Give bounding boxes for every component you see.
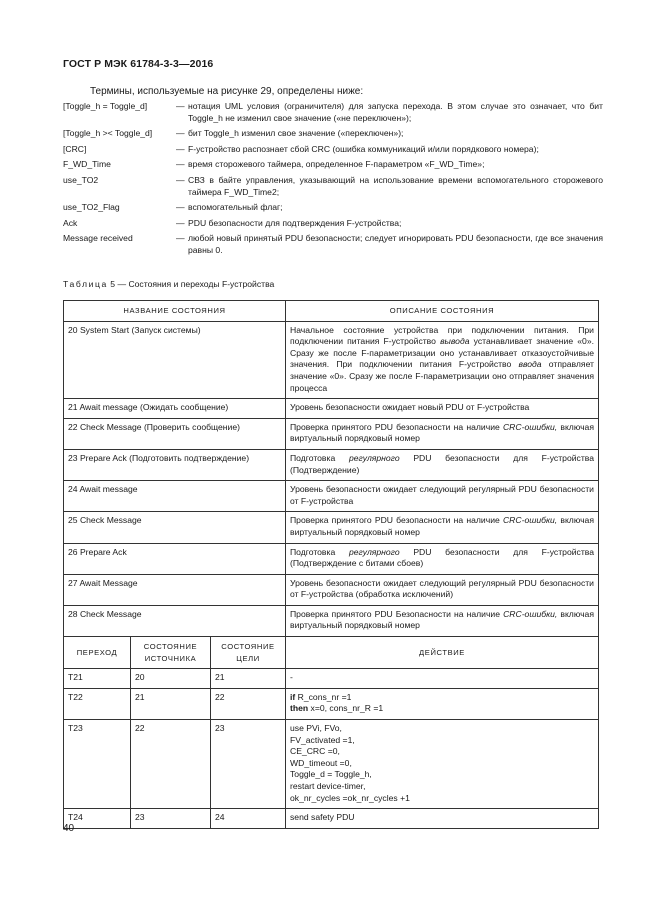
transition-row — [64, 669, 599, 689]
state-name: 26 Prepare Ack — [64, 543, 286, 574]
definition-dash: — — [176, 217, 185, 228]
desc-text: включая виртуальный порядковый номер — [290, 608, 594, 631]
definition-term: use_TO2_Flag — [63, 202, 120, 213]
desc-text: включая виртуальный порядковый номер — [290, 421, 594, 444]
state-row — [64, 605, 599, 636]
states-table — [63, 300, 599, 829]
desc-emphasis: CRC-ошибки, — [503, 608, 558, 619]
desc-text: Подготовка — [290, 452, 349, 463]
desc-text: Проверка принятого PDU безопасности на наличие — [290, 515, 503, 526]
transition-header-row — [64, 637, 599, 669]
transition-target: 23 — [211, 720, 286, 809]
transition-source: 23 — [131, 809, 211, 829]
desc-emphasis: вывода — [440, 336, 470, 347]
transition-action — [286, 688, 599, 719]
transition-action — [286, 720, 599, 809]
transition-source: 22 — [131, 720, 211, 809]
table-header-row — [64, 301, 599, 322]
definition-term: [CRC] — [63, 143, 87, 154]
transition-row — [64, 720, 599, 809]
definition-item — [63, 128, 603, 140]
definition-term: use_TO2 — [63, 174, 99, 185]
action-line: ok_nr_cycles =ok_nr_cycles +1 — [290, 792, 410, 803]
desc-text: Проверка принятого PDU Безопасности на наличие — [290, 608, 504, 619]
desc-text: PDU безопасности для F-устройства (Подтверждение) — [290, 452, 594, 475]
definition-text: время сторожевого таймера, определенное F-параметром «F_WD_Time»; — [188, 159, 485, 170]
action-line: WD_timeout =0, — [290, 757, 352, 768]
definition-term: [Toggle_h >< Toggle_d] — [63, 128, 153, 139]
state-description — [286, 418, 599, 449]
transition-source: 21 — [131, 688, 211, 719]
table-caption — [63, 279, 274, 289]
definitions-list — [63, 101, 603, 261]
table-caption-prefix: Таблица — [63, 279, 108, 289]
desc-text: Уровень безопасности ожидает следующий регулярный PDU безопасности от F-устройства — [290, 484, 594, 506]
intro-text: Термины, используемые на рисунке 29, определены ниже: — [90, 86, 364, 97]
definition-item — [63, 175, 603, 198]
definition-term: Message received — [63, 233, 133, 244]
action-line: - — [290, 672, 293, 683]
definition-term: F_WD_Time — [63, 159, 111, 170]
state-description — [286, 512, 599, 543]
transition-id: T23 — [64, 720, 131, 809]
keyword-then: then — [290, 703, 309, 714]
desc-emphasis: CRC-ошибки, — [502, 515, 558, 526]
state-row — [64, 449, 599, 480]
header-source-state: СОСТОЯНИЕ ИСТОЧНИКА — [131, 637, 211, 669]
transition-row — [64, 809, 599, 829]
transition-target: 22 — [211, 688, 286, 719]
transition-action — [286, 809, 599, 829]
desc-text: Начальное состояние устройства при подключении питания. При подключении питания F-устройство — [290, 324, 594, 347]
state-description — [286, 574, 599, 605]
desc-text: Подготовка — [290, 546, 349, 557]
transition-target: 24 — [211, 809, 286, 829]
action-statement: x=0, cons_nr_R =1 — [308, 703, 384, 714]
state-description — [286, 321, 599, 399]
state-description — [286, 543, 599, 574]
state-name: 28 Check Message — [64, 605, 286, 636]
transition-id: T24 — [64, 809, 131, 829]
state-row — [64, 418, 599, 449]
state-name: 22 Check Message (Проверить сообщение) — [64, 418, 286, 449]
state-row — [64, 512, 599, 543]
state-description — [286, 605, 599, 636]
state-name: 24 Await message — [64, 481, 286, 512]
transition-row — [64, 688, 599, 719]
action-line — [290, 692, 594, 704]
state-row — [64, 481, 599, 512]
state-row — [64, 321, 599, 399]
header-target-state: СОСТОЯНИЕ ЦЕЛИ — [211, 637, 286, 669]
desc-text: Уровень безопасности ожидает следующий регулярный PDU безопасности от F-устройства (обработка исключений) — [290, 577, 594, 600]
action-condition: R_cons_nr =1 — [295, 691, 352, 702]
header-state-name: НАЗВАНИЕ СОСТОЯНИЯ — [64, 301, 286, 322]
desc-text: отправляет значение «0». Сразу же после F-параметризации оно отправляет значения процесса — [290, 359, 594, 393]
definition-dash: — — [176, 101, 185, 111]
transition-id: T22 — [64, 688, 131, 719]
desc-text: PDU безопасности для F-устройства (Подтверждение с битами сбоев) — [290, 546, 594, 569]
header-state-desc: ОПИСАНИЕ СОСТОЯНИЯ — [286, 301, 599, 322]
header-transition: ПЕРЕХОД — [64, 637, 131, 669]
definition-text: F-устройство распознает сбой CRC (ошибка коммуникаций и/или порядкового номера); — [188, 143, 539, 154]
document-header: ГОСТ Р МЭК 61784-3-3—2016 — [63, 58, 214, 70]
definition-dash: — — [176, 143, 185, 154]
definition-dash: — — [176, 202, 185, 213]
action-line: CE_CRC =0, — [290, 746, 340, 757]
transition-action — [286, 669, 599, 689]
state-row — [64, 399, 599, 419]
definition-item — [63, 233, 603, 256]
state-name: 23 Prepare Ack (Подготовить подтверждение) — [64, 449, 286, 480]
table-caption-text: 5 — Состояния и переходы F-устройства — [107, 279, 275, 289]
desc-text: устанавливает значение «0». Сразу же после F-параметризации оно устанавливает отказоустойчивые значения. При подключении питания F-устройство — [290, 336, 594, 370]
action-line: send safety PDU — [290, 812, 355, 823]
desc-text: включая виртуальный порядковый номер — [290, 515, 594, 537]
definition-text: бит Toggle_h изменил свое значение («переключен»); — [188, 128, 404, 139]
action-line: use PVi, FVo, — [290, 723, 342, 734]
header-action: ДЕЙСТВИЕ — [286, 637, 599, 669]
state-row — [64, 574, 599, 605]
desc-emphasis: регулярного — [348, 546, 400, 557]
state-row — [64, 543, 599, 574]
definition-dash: — — [176, 233, 185, 244]
desc-emphasis: регулярного — [348, 452, 400, 463]
definition-dash: — — [176, 159, 185, 170]
action-line: Toggle_d = Toggle_h, — [290, 769, 372, 780]
transition-source: 20 — [131, 669, 211, 689]
definition-text: вспомогательный флаг; — [188, 202, 283, 213]
state-name: 25 Check Message — [64, 512, 286, 543]
definition-term: [Toggle_h = Toggle_d] — [63, 101, 148, 111]
state-name: 20 System Start (Запуск системы) — [64, 321, 286, 399]
state-name: 21 Await message (Ожидать сообщение) — [64, 399, 286, 419]
action-line: restart device-timer, — [290, 781, 366, 791]
definition-text: любой новый принятый PDU безопасности; следует игнорировать PDU безопасности, где все значения равны 0. — [188, 233, 603, 255]
state-description — [286, 481, 599, 512]
state-description — [286, 449, 599, 480]
action-line: FV_activated =1, — [290, 734, 355, 745]
definition-text: нотация UML условия (ограничителя) для запуска перехода. В этом случае это означает, что бит Toggle_h не изменил свое значение («не переключен»); — [188, 101, 603, 123]
definition-dash: — — [176, 174, 185, 185]
state-name: 27 Await Message — [64, 574, 286, 605]
desc-emphasis: CRC-ошибки, — [502, 421, 558, 432]
desc-emphasis: ввода — [518, 359, 542, 370]
definition-item — [63, 202, 603, 214]
desc-text: Проверка принятого PDU безопасности на наличие — [290, 421, 503, 432]
definition-item — [63, 144, 603, 156]
page-number: 40 — [63, 823, 75, 834]
definition-text: СВЗ в байте управления, указывающий на использование времени вспомогательного сторожевого таймера F_WD_Time2; — [188, 174, 603, 197]
definition-item — [63, 218, 603, 230]
transition-target: 21 — [211, 669, 286, 689]
desc-text: Уровень безопасности ожидает новый PDU от F-устройства — [290, 402, 530, 413]
state-description — [286, 399, 599, 419]
keyword-if: if — [290, 691, 296, 702]
action-line — [290, 703, 594, 715]
definition-text: PDU безопасности для подтверждения F-устройства; — [188, 217, 402, 228]
definition-term: Ack — [63, 217, 78, 228]
definition-item — [63, 159, 603, 171]
transition-id: T21 — [64, 669, 131, 689]
definition-item — [63, 101, 603, 124]
definition-dash: — — [176, 128, 185, 139]
